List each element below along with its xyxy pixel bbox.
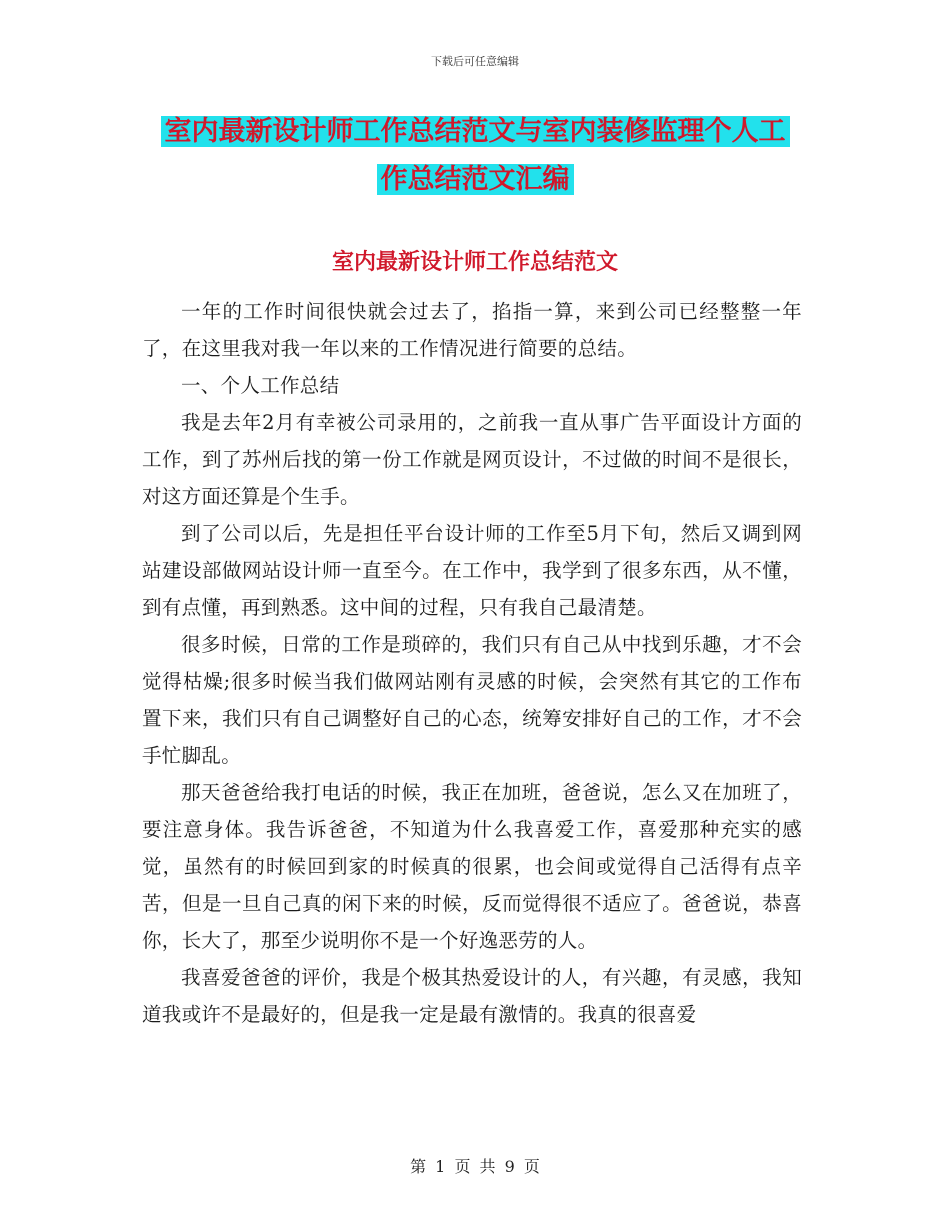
paragraph: 那天爸爸给我打电话的时候，我正在加班，爸爸说，怎么又在加班了，要注意身体。我告诉爸爸，不知道为什么我喜爱工作，喜爱那种充实的感觉，虽然有的时候回到家的时候真的很累，也会间或觉得自己活得有点辛苦，但是一旦自己真的闲下来的时候，反而觉得很不适应了。爸爸说，恭喜你，长大了，那至少说明你不是一个好逸恶劳的人。 bbox=[142, 781, 802, 952]
body-text bbox=[142, 293, 802, 1033]
paragraph: 到了公司以后，先是担任平台设计师的工作至5月下旬，然后又调到网站建设部做网站设计师一直至今。在工作中，我学到了很多东西，从不懂，到有点懂，再到熟悉。这中间的过程，只有我自己最清楚。 bbox=[142, 522, 802, 619]
paragraph: 我是去年2月有幸被公司录用的，之前我一直从事广告平面设计方面的工作，到了苏州后找的第一份工作就是网页设计，不过做的时间不是很长，对这方面还算是个生手。 bbox=[142, 411, 802, 508]
document-title-line-1: 室内最新设计师工作总结范文与室内装修监理个人工 bbox=[161, 116, 790, 147]
page-header-note: 下载后可任意编辑 bbox=[431, 55, 519, 68]
document-title bbox=[140, 108, 810, 204]
paragraph: 我喜爱爸爸的评价，我是个极其热爱设计的人，有兴趣，有灵感，我知道我或许不是最好的，但是我一定是最有激情的。我真的很喜爱 bbox=[142, 966, 802, 1026]
page-number-footer: 第 1 页 共 9 页 bbox=[410, 1157, 540, 1176]
paragraph: 很多时候，日常的工作是琐碎的，我们只有自己从中找到乐趣，才不会觉得枯燥;很多时候当我们做网站刚有灵感的时候，会突然有其它的工作布置下来，我们只有自己调整好自己的心态，统筹安排好自己的工作，才不会手忙脚乱。 bbox=[142, 633, 802, 767]
document-title-line-2: 作总结范文汇编 bbox=[377, 164, 574, 195]
paragraph: 一年的工作时间很快就会过去了，掐指一算，来到公司已经整整一年了，在这里我对我一年以来的工作情况进行简要的总结。 bbox=[142, 300, 802, 360]
paragraph-heading: 一、个人工作总结 bbox=[181, 374, 340, 397]
section-title: 室内最新设计师工作总结范文 bbox=[331, 249, 618, 275]
